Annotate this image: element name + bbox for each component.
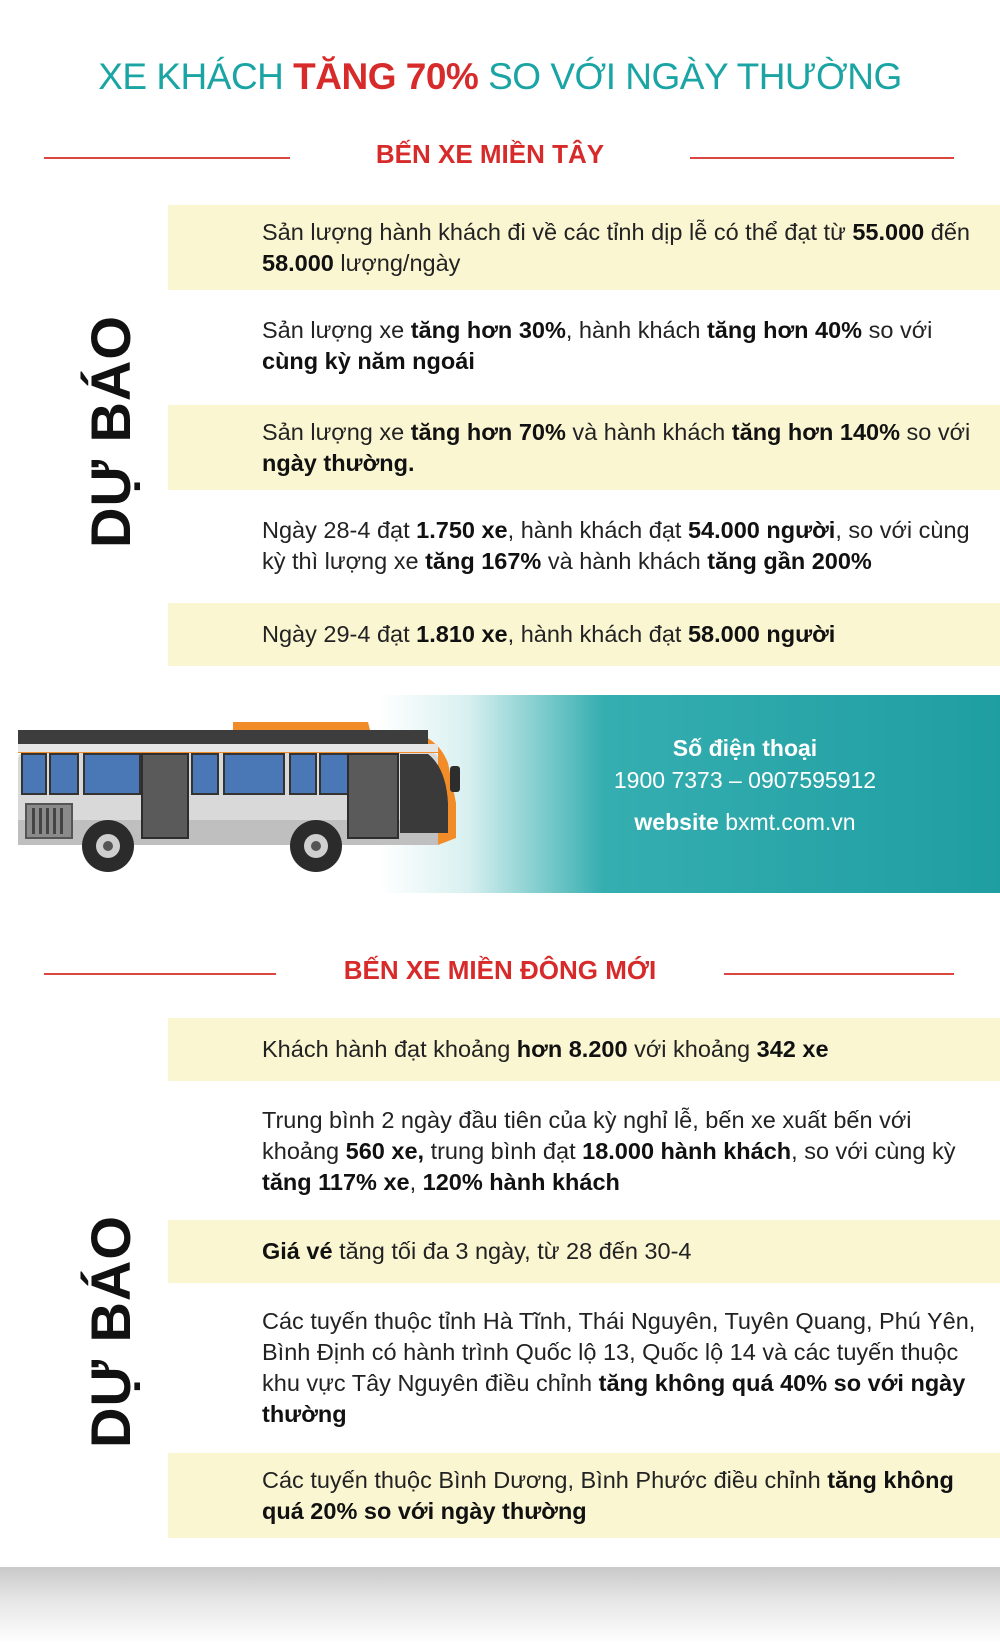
divider-right	[690, 157, 954, 159]
website-url: bxmt.com.vn	[725, 809, 856, 835]
row-text: Sản lượng hành khách đi về các tỉnh dịp lễ có thể đạt từ 55.000 đến 58.000 lượng/ngày	[262, 218, 970, 276]
forecast-row	[168, 1220, 1000, 1283]
forecast-row	[168, 205, 1000, 290]
divider-right	[724, 973, 954, 975]
row-text: Ngày 28-4 đạt 1.750 xe, hành khách đạt 54.000 người, so với cùng kỳ thì lượng xe tăng 167% và hành khách tăng gần 200%	[262, 517, 970, 574]
section-title: BẾN XE MIỀN TÂY	[375, 139, 605, 169]
row-text: Giá vé tăng tối đa 3 ngày, từ 28 đến 30-4	[262, 1238, 692, 1264]
row-text: Sản lượng xe tăng hơn 30%, hành khách tăng hơn 40% so với cùng kỳ năm ngoái	[262, 317, 933, 374]
forecast-row	[168, 1298, 1000, 1438]
bus-top-stripe	[18, 730, 428, 744]
bus-mirror	[450, 766, 460, 792]
row-text: Khách hành đạt khoảng hơn 8.200 với khoảng 342 xe	[262, 1036, 829, 1062]
row-text: Trung bình 2 ngày đầu tiên của kỳ nghỉ lễ, bến xe xuất bến với khoảng 560 xe, trung bình đạt 18.000 hành khách, so với cùng kỳ tăng 117% xe, 120% hành khách	[262, 1106, 956, 1195]
title-highlight: TĂNG 70%	[293, 56, 479, 97]
phone-label: Số điện thoại	[672, 735, 818, 761]
forecast-row	[168, 603, 1000, 666]
bus-illustration-icon	[18, 708, 473, 880]
forecast-row	[168, 305, 1000, 387]
side-label-du-bao: DỰ BÁO	[79, 315, 142, 548]
forecast-row	[168, 505, 1000, 587]
website-line	[580, 809, 910, 836]
row-text: Các tuyến thuộc tỉnh Hà Tĩnh, Thái Nguyên, Tuyên Quang, Phú Yên, Bình Định có hành trình Quốc lộ 13, Quốc lộ 14 và các tuyến thuộc khu vực Tây Nguyên điều chỉnh tăng không quá 40% so với ngày thường	[262, 1308, 976, 1427]
bus-door	[142, 754, 188, 838]
forecast-row	[168, 1018, 1000, 1081]
bus-door	[348, 754, 398, 838]
footer-shade	[0, 1567, 1000, 1644]
forecast-row	[168, 405, 1000, 490]
side-label-du-bao: DỰ BÁO	[79, 1215, 142, 1448]
row-text: Các tuyến thuộc Bình Dương, Bình Phước điều chỉnh tăng không quá 20% so với ngày thường	[262, 1466, 954, 1524]
contact-banner	[380, 695, 1000, 893]
forecast-row	[168, 1096, 1000, 1206]
row-text: Ngày 29-4 đạt 1.810 xe, hành khách đạt 58.000 người	[262, 621, 836, 647]
phone-numbers: 1900 7373 – 0907595912	[613, 767, 877, 793]
forecast-row	[168, 1453, 1000, 1538]
row-text: Sản lượng xe tăng hơn 70% và hành khách tăng hơn 140% so với ngày thường.	[262, 418, 971, 476]
page-title: XE KHÁCH TĂNG 70% SO VỚI NGÀY THƯỜNG	[98, 56, 902, 97]
website-label: website	[634, 809, 719, 835]
section-title: BẾN XE MIỀN ĐÔNG MỚI	[343, 955, 657, 985]
